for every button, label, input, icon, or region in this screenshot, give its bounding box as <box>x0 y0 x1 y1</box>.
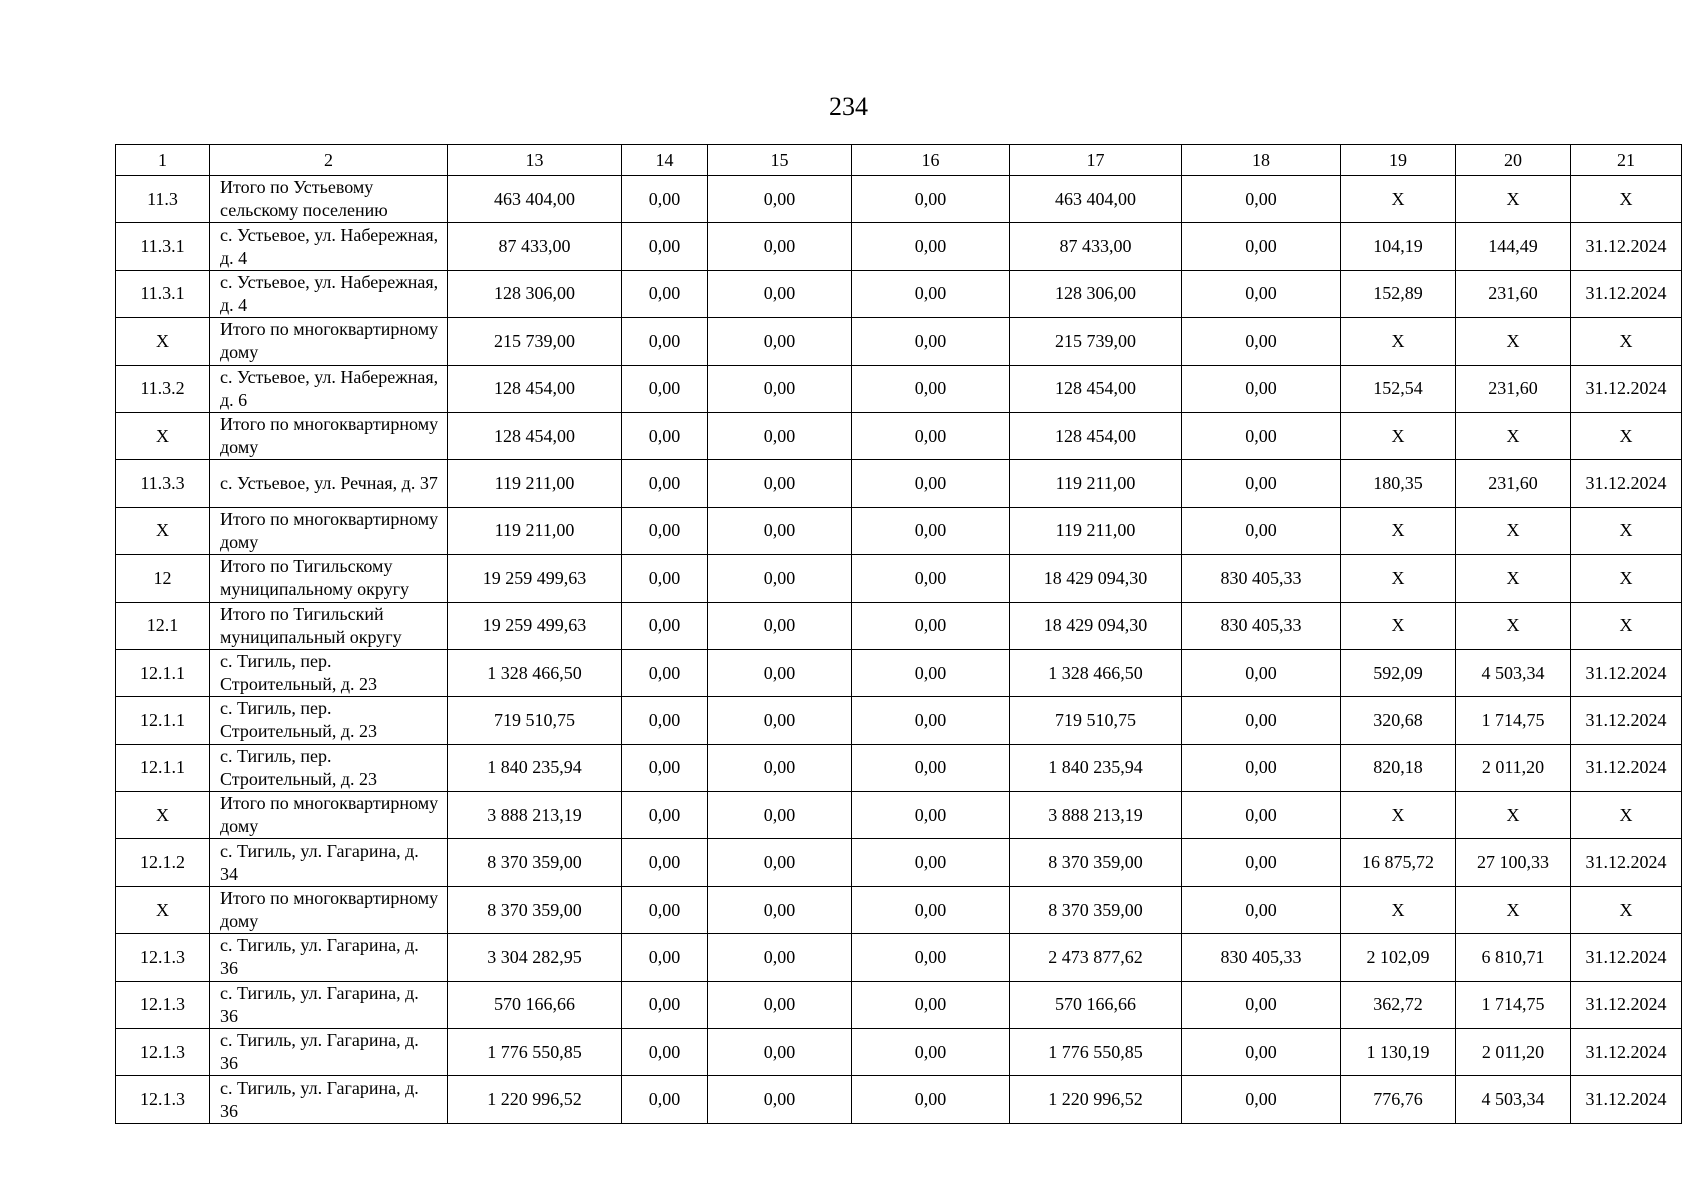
table-cell: X <box>1341 886 1456 933</box>
row-number-cell: 12.1 <box>116 602 210 649</box>
row-number-cell: 12.1.1 <box>116 744 210 791</box>
row-name-cell: с. Тигиль, ул. Гагарина, д. 36 <box>210 981 448 1028</box>
table-cell: X <box>1571 792 1682 839</box>
row-number-cell: 12.1.3 <box>116 1076 210 1123</box>
row-number-cell: X <box>116 412 210 459</box>
table-cell: 0,00 <box>708 792 852 839</box>
table-cell: 0,00 <box>708 1076 852 1123</box>
table-cell: 8 370 359,00 <box>448 886 622 933</box>
table-cell: X <box>1571 602 1682 649</box>
row-number-cell: 12.1.1 <box>116 649 210 696</box>
table-row <box>116 176 1682 223</box>
table-cell: 0,00 <box>622 365 708 412</box>
table-cell: 0,00 <box>708 318 852 365</box>
table-cell: X <box>1456 555 1571 602</box>
table-row <box>116 412 1682 459</box>
table-cell: 0,00 <box>622 744 708 791</box>
table-cell: 1 776 550,85 <box>448 1029 622 1076</box>
row-number-cell: X <box>116 507 210 554</box>
table-cell: 31.12.2024 <box>1571 839 1682 886</box>
table-cell: 0,00 <box>1182 744 1341 791</box>
row-number-cell: 12 <box>116 555 210 602</box>
row-name-cell: с. Тигиль, ул. Гагарина, д. 36 <box>210 934 448 981</box>
table-row <box>116 792 1682 839</box>
table-cell: 0,00 <box>852 981 1010 1028</box>
table-cell: 0,00 <box>1182 412 1341 459</box>
table-cell: X <box>1341 792 1456 839</box>
table-cell: 0,00 <box>622 318 708 365</box>
table-cell: 0,00 <box>622 555 708 602</box>
table-cell: 830 405,33 <box>1182 555 1341 602</box>
table-cell: 1 776 550,85 <box>1010 1029 1182 1076</box>
table-cell: 87 433,00 <box>1010 223 1182 270</box>
table-cell: 0,00 <box>708 412 852 459</box>
table-row <box>116 223 1682 270</box>
table-row <box>116 697 1682 744</box>
table-cell: 0,00 <box>708 223 852 270</box>
table-cell: X <box>1341 318 1456 365</box>
table-cell: 0,00 <box>708 981 852 1028</box>
row-number-cell: X <box>116 318 210 365</box>
table-cell: 0,00 <box>622 839 708 886</box>
table-cell: 3 888 213,19 <box>1010 792 1182 839</box>
table-header <box>116 145 1682 176</box>
row-number-cell: 12.1.2 <box>116 839 210 886</box>
table-cell: 152,54 <box>1341 365 1456 412</box>
row-name-cell: с. Тигиль, пер. Строительный, д. 23 <box>210 697 448 744</box>
table-row <box>116 460 1682 507</box>
row-name-cell: Итого по многоквартирному дому <box>210 507 448 554</box>
table-cell: 0,00 <box>708 507 852 554</box>
table-cell: 463 404,00 <box>1010 176 1182 223</box>
table-cell: 31.12.2024 <box>1571 460 1682 507</box>
table-cell: 8 370 359,00 <box>448 839 622 886</box>
table-cell: 31.12.2024 <box>1571 981 1682 1028</box>
column-header: 13 <box>448 145 622 176</box>
table-cell: 0,00 <box>622 649 708 696</box>
table-cell: 0,00 <box>852 744 1010 791</box>
row-number-cell: 11.3.1 <box>116 223 210 270</box>
table-cell: 0,00 <box>852 270 1010 317</box>
row-name-cell: с. Устьевое, ул. Набережная, д. 4 <box>210 270 448 317</box>
table-cell: 0,00 <box>852 886 1010 933</box>
table-cell: 119 211,00 <box>1010 460 1182 507</box>
table-cell: 0,00 <box>622 1029 708 1076</box>
table-row <box>116 318 1682 365</box>
table-cell: 0,00 <box>708 934 852 981</box>
row-name-cell: Итого по многоквартирному дому <box>210 792 448 839</box>
table-cell: 0,00 <box>708 176 852 223</box>
table-cell: 0,00 <box>622 697 708 744</box>
table-cell: 31.12.2024 <box>1571 223 1682 270</box>
table-cell: X <box>1341 176 1456 223</box>
row-number-cell: 12.1.3 <box>116 1029 210 1076</box>
table-cell: 0,00 <box>852 223 1010 270</box>
table-cell: 0,00 <box>1182 1029 1341 1076</box>
table-cell: 0,00 <box>622 412 708 459</box>
row-name-cell: Итого по Устьевому сельскому поселению <box>210 176 448 223</box>
table-cell: 3 888 213,19 <box>448 792 622 839</box>
table-cell: 0,00 <box>622 460 708 507</box>
row-number-cell: 11.3.1 <box>116 270 210 317</box>
table-cell: 1 714,75 <box>1456 697 1571 744</box>
row-number-cell: 11.3.3 <box>116 460 210 507</box>
table-cell: 31.12.2024 <box>1571 934 1682 981</box>
table-cell: 128 306,00 <box>448 270 622 317</box>
table-body <box>116 176 1682 1124</box>
table-cell: 0,00 <box>852 649 1010 696</box>
table-cell: 31.12.2024 <box>1571 697 1682 744</box>
table-cell: 87 433,00 <box>448 223 622 270</box>
row-name-cell: с. Тигиль, ул. Гагарина, д. 36 <box>210 1076 448 1123</box>
table-cell: 320,68 <box>1341 697 1456 744</box>
table-row <box>116 555 1682 602</box>
column-header: 2 <box>210 145 448 176</box>
table-cell: 152,89 <box>1341 270 1456 317</box>
row-number-cell: 11.3.2 <box>116 365 210 412</box>
table-cell: X <box>1571 176 1682 223</box>
table-cell: 1 328 466,50 <box>448 649 622 696</box>
table-cell: 0,00 <box>1182 839 1341 886</box>
row-number-cell: 12.1.3 <box>116 981 210 1028</box>
table-cell: 0,00 <box>1182 318 1341 365</box>
table-cell: 0,00 <box>852 792 1010 839</box>
table-cell: 0,00 <box>1182 649 1341 696</box>
table-cell: X <box>1456 507 1571 554</box>
table-cell: 1 840 235,94 <box>1010 744 1182 791</box>
table-cell: 0,00 <box>852 365 1010 412</box>
table-cell: 0,00 <box>1182 460 1341 507</box>
table-cell: 0,00 <box>1182 270 1341 317</box>
table-cell: 0,00 <box>708 1029 852 1076</box>
row-name-cell: с. Тигиль, ул. Гагарина, д. 36 <box>210 1029 448 1076</box>
table-cell: 570 166,66 <box>448 981 622 1028</box>
table-cell: 0,00 <box>622 176 708 223</box>
table-cell: 6 810,71 <box>1456 934 1571 981</box>
table-cell: 0,00 <box>708 744 852 791</box>
table-cell: 0,00 <box>622 507 708 554</box>
table-cell: 231,60 <box>1456 365 1571 412</box>
table-cell: 830 405,33 <box>1182 602 1341 649</box>
table-cell: 8 370 359,00 <box>1010 839 1182 886</box>
table-cell: 0,00 <box>1182 981 1341 1028</box>
table-cell: 128 454,00 <box>1010 412 1182 459</box>
table-cell: 2 011,20 <box>1456 744 1571 791</box>
table-cell: 0,00 <box>1182 365 1341 412</box>
table-cell: 19 259 499,63 <box>448 555 622 602</box>
column-header: 20 <box>1456 145 1571 176</box>
table-cell: X <box>1456 318 1571 365</box>
table-cell: 0,00 <box>622 886 708 933</box>
row-name-cell: с. Устьевое, ул. Речная, д. 37 <box>210 460 448 507</box>
row-name-cell: Итого по многоквартирному дому <box>210 412 448 459</box>
header-row <box>116 145 1682 176</box>
table-cell: 180,35 <box>1341 460 1456 507</box>
table-row <box>116 270 1682 317</box>
table-cell: 0,00 <box>852 1029 1010 1076</box>
table-cell: X <box>1341 507 1456 554</box>
table-cell: 0,00 <box>622 223 708 270</box>
column-header: 15 <box>708 145 852 176</box>
table-cell: 8 370 359,00 <box>1010 886 1182 933</box>
table-cell: 719 510,75 <box>448 697 622 744</box>
row-number-cell: 12.1.1 <box>116 697 210 744</box>
table-cell: 570 166,66 <box>1010 981 1182 1028</box>
table-cell: 0,00 <box>622 270 708 317</box>
table-cell: 776,76 <box>1341 1076 1456 1123</box>
table-cell: 104,19 <box>1341 223 1456 270</box>
table-cell: 2 102,09 <box>1341 934 1456 981</box>
table-cell: 1 220 996,52 <box>448 1076 622 1123</box>
table-cell: X <box>1341 602 1456 649</box>
table-cell: 231,60 <box>1456 460 1571 507</box>
row-name-cell: Итого по Тигильский муниципальный округу <box>210 602 448 649</box>
row-name-cell: с. Тигиль, пер. Строительный, д. 23 <box>210 649 448 696</box>
table-cell: 31.12.2024 <box>1571 1076 1682 1123</box>
table-cell: 0,00 <box>852 460 1010 507</box>
table-cell: 0,00 <box>1182 507 1341 554</box>
table-row <box>116 365 1682 412</box>
data-table <box>115 144 1682 1124</box>
table-cell: 119 211,00 <box>1010 507 1182 554</box>
table-cell: 2 011,20 <box>1456 1029 1571 1076</box>
table-cell: 2 473 877,62 <box>1010 934 1182 981</box>
table-cell: 31.12.2024 <box>1571 1029 1682 1076</box>
table-cell: 128 454,00 <box>448 412 622 459</box>
table-row <box>116 602 1682 649</box>
table-cell: 19 259 499,63 <box>448 602 622 649</box>
table-cell: X <box>1571 886 1682 933</box>
table-cell: 0,00 <box>852 507 1010 554</box>
table-cell: 0,00 <box>708 839 852 886</box>
table-cell: 231,60 <box>1456 270 1571 317</box>
table-cell: 0,00 <box>852 602 1010 649</box>
table-cell: 31.12.2024 <box>1571 744 1682 791</box>
table-cell: 362,72 <box>1341 981 1456 1028</box>
column-header: 16 <box>852 145 1010 176</box>
row-name-cell: с. Тигиль, пер. Строительный, д. 23 <box>210 744 448 791</box>
table-cell: X <box>1456 792 1571 839</box>
table-cell: 0,00 <box>622 792 708 839</box>
table-row <box>116 839 1682 886</box>
table-cell: 0,00 <box>622 602 708 649</box>
row-name-cell: Итого по многоквартирному дому <box>210 886 448 933</box>
table-cell: 0,00 <box>852 1076 1010 1123</box>
column-header: 1 <box>116 145 210 176</box>
column-header: 21 <box>1571 145 1682 176</box>
table-cell: X <box>1571 318 1682 365</box>
table-cell: 0,00 <box>1182 223 1341 270</box>
table-cell: 0,00 <box>852 176 1010 223</box>
table-cell: 4 503,34 <box>1456 649 1571 696</box>
table-cell: X <box>1571 555 1682 602</box>
table-cell: 4 503,34 <box>1456 1076 1571 1123</box>
table-cell: 0,00 <box>708 270 852 317</box>
table-cell: 128 306,00 <box>1010 270 1182 317</box>
table-cell: 0,00 <box>622 1076 708 1123</box>
row-number-cell: 11.3 <box>116 176 210 223</box>
table-cell: 0,00 <box>622 934 708 981</box>
table-cell: 0,00 <box>708 649 852 696</box>
table-cell: 215 739,00 <box>448 318 622 365</box>
table-cell: 0,00 <box>1182 792 1341 839</box>
table-cell: 592,09 <box>1341 649 1456 696</box>
table-row <box>116 744 1682 791</box>
table-cell: X <box>1341 555 1456 602</box>
table-cell: 119 211,00 <box>448 507 622 554</box>
table-row <box>116 981 1682 1028</box>
table-cell: X <box>1456 412 1571 459</box>
table-cell: 0,00 <box>852 555 1010 602</box>
table-cell: X <box>1456 602 1571 649</box>
table-cell: 31.12.2024 <box>1571 649 1682 696</box>
table-cell: 1 220 996,52 <box>1010 1076 1182 1123</box>
table-cell: 215 739,00 <box>1010 318 1182 365</box>
table-cell: 0,00 <box>852 318 1010 365</box>
table-cell: 463 404,00 <box>448 176 622 223</box>
table-row <box>116 934 1682 981</box>
page-number: 234 <box>829 92 868 121</box>
table-cell: 1 840 235,94 <box>448 744 622 791</box>
table-cell: 1 130,19 <box>1341 1029 1456 1076</box>
table-cell: 1 328 466,50 <box>1010 649 1182 696</box>
table-cell: 0,00 <box>1182 886 1341 933</box>
table-cell: 128 454,00 <box>448 365 622 412</box>
row-number-cell: X <box>116 886 210 933</box>
table-row <box>116 507 1682 554</box>
table-cell: 31.12.2024 <box>1571 365 1682 412</box>
row-name-cell: с. Тигиль, ул. Гагарина, д. 34 <box>210 839 448 886</box>
table-cell: 128 454,00 <box>1010 365 1182 412</box>
table-cell: 31.12.2024 <box>1571 270 1682 317</box>
table-cell: 1 714,75 <box>1456 981 1571 1028</box>
table-cell: 830 405,33 <box>1182 934 1341 981</box>
row-name-cell: с. Устьевое, ул. Набережная, д. 4 <box>210 223 448 270</box>
table-cell: 0,00 <box>708 555 852 602</box>
row-number-cell: X <box>116 792 210 839</box>
row-name-cell: с. Устьевое, ул. Набережная, д. 6 <box>210 365 448 412</box>
table-cell: 0,00 <box>852 697 1010 744</box>
table-cell: X <box>1456 886 1571 933</box>
table-cell: 144,49 <box>1456 223 1571 270</box>
table-cell: 0,00 <box>708 460 852 507</box>
table-cell: 0,00 <box>622 981 708 1028</box>
table-cell: 0,00 <box>1182 176 1341 223</box>
table-cell: X <box>1456 176 1571 223</box>
table-cell: 0,00 <box>852 412 1010 459</box>
table-cell: 3 304 282,95 <box>448 934 622 981</box>
table-cell: 0,00 <box>708 886 852 933</box>
table-cell: 27 100,33 <box>1456 839 1571 886</box>
table-cell: 0,00 <box>1182 697 1341 744</box>
table-cell: X <box>1341 412 1456 459</box>
table-cell: 18 429 094,30 <box>1010 555 1182 602</box>
row-name-cell: Итого по многоквартирному дому <box>210 318 448 365</box>
table-row <box>116 649 1682 696</box>
table-row <box>116 1029 1682 1076</box>
table-cell: 0,00 <box>852 934 1010 981</box>
table-cell: 18 429 094,30 <box>1010 602 1182 649</box>
table-cell: X <box>1571 412 1682 459</box>
table-cell: 0,00 <box>708 602 852 649</box>
table-row <box>116 1076 1682 1123</box>
table-cell: 119 211,00 <box>448 460 622 507</box>
table-cell: X <box>1571 507 1682 554</box>
column-header: 19 <box>1341 145 1456 176</box>
table-cell: 719 510,75 <box>1010 697 1182 744</box>
column-header: 17 <box>1010 145 1182 176</box>
row-name-cell: Итого по Тигильскому муниципальному округу <box>210 555 448 602</box>
row-number-cell: 12.1.3 <box>116 934 210 981</box>
table-cell: 820,18 <box>1341 744 1456 791</box>
table-cell: 16 875,72 <box>1341 839 1456 886</box>
table-row <box>116 886 1682 933</box>
column-header: 18 <box>1182 145 1341 176</box>
table-cell: 0,00 <box>708 697 852 744</box>
table-cell: 0,00 <box>852 839 1010 886</box>
table-cell: 0,00 <box>1182 1076 1341 1123</box>
table-cell: 0,00 <box>708 365 852 412</box>
column-header: 14 <box>622 145 708 176</box>
